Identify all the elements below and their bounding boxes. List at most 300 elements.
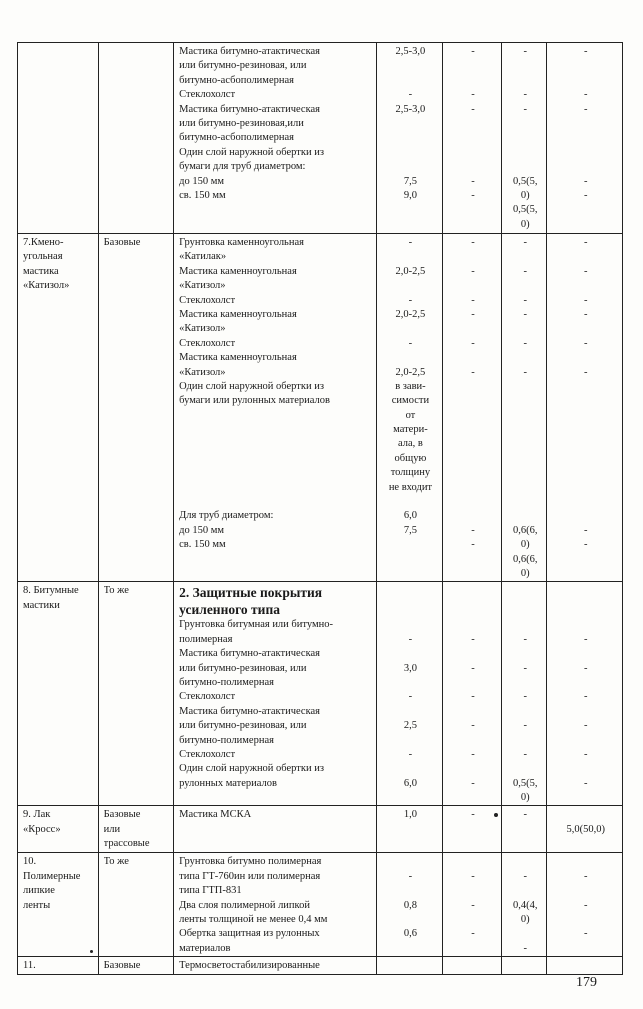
value-line [448, 203, 498, 217]
value-line [507, 160, 544, 174]
table-row [18, 853, 623, 957]
value-line: 0,5(5, [512, 777, 538, 789]
value-line: 2,0-2,5 [395, 366, 426, 378]
value-line [507, 647, 544, 661]
value-line [448, 423, 498, 437]
value-line [448, 959, 498, 973]
material-line: Стеклохолст [179, 89, 236, 101]
value-line: - [523, 103, 527, 115]
value-line [507, 380, 544, 394]
material-line [179, 409, 373, 423]
value-line: - [583, 237, 588, 248]
value-line [507, 855, 544, 869]
material-line: «Катизол» [179, 280, 226, 292]
value-line: 7,5 [403, 524, 417, 536]
value-line [382, 855, 439, 869]
value-line [552, 466, 619, 480]
value-line: - [583, 294, 588, 306]
value-line [382, 59, 439, 73]
coating-name: 11. [23, 960, 36, 972]
value-line [382, 322, 439, 336]
value-line: 6,0 [403, 510, 417, 522]
value-line [507, 452, 544, 466]
value-line: 0,5(5, [512, 175, 538, 187]
basis-text: То же [103, 585, 129, 597]
value-line [382, 553, 439, 567]
material-line [179, 481, 373, 495]
value-line [448, 409, 498, 423]
ink-speck [494, 813, 498, 817]
value-line [507, 74, 544, 88]
value-line: - [471, 870, 475, 882]
value-line: 5,0(50,0) [566, 823, 605, 835]
material-line: Один слой наружной обертки из [179, 146, 324, 158]
value-line [382, 250, 439, 264]
value-line: - [408, 691, 413, 703]
value-line [382, 913, 439, 927]
value-line: - [523, 89, 527, 101]
value-line [552, 203, 619, 217]
value-cell [501, 806, 547, 853]
value-line [552, 279, 619, 293]
materials-cell [174, 853, 377, 957]
basis-text: Базовые [103, 809, 141, 821]
value-line [448, 762, 498, 776]
value-line: - [408, 870, 413, 882]
value-line [382, 160, 439, 174]
material-line [179, 791, 373, 805]
value-line: 0) [520, 914, 530, 926]
coating-name: «Катизол» [23, 280, 70, 292]
material-line: св. 150 мм [179, 189, 226, 201]
material-line: Мастика МСКА [179, 809, 252, 821]
value-cell [443, 234, 502, 582]
value-line [448, 117, 498, 131]
materials-cell [174, 957, 377, 974]
value-line: - [583, 175, 588, 187]
value-line [552, 808, 619, 822]
value-line: - [523, 237, 527, 248]
value-line [382, 279, 439, 293]
value-line: - [583, 928, 588, 940]
value-line: 3,0 [403, 662, 417, 674]
value-line [552, 762, 619, 776]
value-cell [501, 853, 547, 957]
value-line [552, 855, 619, 869]
value-line: - [583, 366, 588, 378]
coating-name: мастика [23, 265, 59, 277]
value-line [448, 509, 498, 523]
value-line: - [471, 662, 475, 674]
thickness-cell [376, 582, 442, 806]
material-line: ленты толщиной не менее 0,4 мм [179, 914, 328, 926]
value-line [507, 618, 544, 632]
value-line [552, 942, 619, 956]
coating-name: 7.Кмено- [23, 237, 64, 248]
value-line [382, 762, 439, 776]
heading-spacer [382, 584, 439, 618]
value-line [507, 734, 544, 748]
value-line [507, 762, 544, 776]
material-line: Стеклохолст [179, 748, 236, 760]
value-line: - [583, 539, 588, 551]
value-line: - [583, 46, 588, 57]
material-line: или битумно-резиновая,или [179, 117, 304, 129]
basis-text: трассовые [103, 838, 150, 850]
heading-spacer [507, 584, 544, 618]
value-line [382, 618, 439, 632]
value-cell [547, 234, 623, 582]
thickness-cell [376, 234, 442, 582]
value-line [552, 791, 619, 805]
value-line [448, 884, 498, 898]
value-line: - [583, 524, 588, 536]
value-line [382, 959, 439, 973]
value-line [552, 452, 619, 466]
value-line [448, 74, 498, 88]
material-line: Один слой наружной обертки из [179, 763, 324, 775]
material-line: или битумно-резиновая, или [179, 662, 307, 674]
value-line [448, 322, 498, 336]
material-line [179, 423, 373, 437]
table-row [18, 582, 623, 806]
value-line [552, 218, 619, 232]
value-line: - [471, 103, 475, 115]
value-line [382, 791, 439, 805]
value-cell [547, 806, 623, 853]
value-line: ала, в [397, 438, 423, 450]
value-line [382, 676, 439, 690]
value-line [382, 351, 439, 365]
material-line: бумаги или рулонных материалов [179, 395, 330, 407]
value-line [448, 394, 498, 408]
value-line: 0,6(6, [512, 524, 538, 536]
value-line: от [405, 409, 416, 421]
value-cell [501, 582, 547, 806]
material-line [179, 218, 373, 232]
value-line: - [523, 870, 527, 882]
material-line [179, 452, 373, 466]
value-line: 0,6 [403, 928, 417, 940]
coating-name-cell [18, 957, 99, 974]
value-line [448, 131, 498, 145]
materials-cell [174, 582, 377, 806]
basis-text: То же [103, 856, 129, 868]
value-line [552, 59, 619, 73]
value-line: толщину [390, 467, 431, 479]
value-line: - [471, 524, 475, 536]
material-line: «Катизол» [179, 366, 226, 378]
value-line: - [408, 89, 413, 101]
value-line [448, 351, 498, 365]
value-line: - [523, 265, 527, 277]
value-line [552, 553, 619, 567]
value-line [552, 131, 619, 145]
value-line: - [583, 691, 588, 703]
value-line [507, 466, 544, 480]
value-line [448, 218, 498, 232]
value-line [507, 959, 544, 973]
basis-text: или [103, 823, 121, 835]
value-line [448, 676, 498, 690]
value-line: - [523, 633, 527, 645]
material-line: св. 150 мм [179, 539, 226, 551]
material-line: материалов [179, 942, 231, 954]
value-line [552, 959, 619, 973]
value-line: - [408, 337, 413, 349]
value-line: 2,5-3,0 [395, 103, 426, 115]
value-line: - [408, 294, 413, 306]
value-line [507, 676, 544, 690]
value-line: - [408, 633, 413, 645]
value-cell [547, 43, 623, 234]
value-line [552, 423, 619, 437]
coating-name-cell [18, 806, 99, 853]
value-line: - [471, 175, 475, 187]
value-line [552, 509, 619, 523]
material-line: Мастика каменноугольная [179, 308, 297, 320]
value-line [448, 481, 498, 495]
value-line: - [523, 294, 527, 306]
value-line [552, 351, 619, 365]
value-line [448, 495, 498, 509]
material-line: Стеклохолст [179, 294, 236, 306]
value-line: 0) [520, 567, 530, 579]
material-line: «Катизол» [179, 323, 226, 335]
value-line: 0,6(6, [512, 553, 538, 565]
value-line [448, 553, 498, 567]
coating-name-cell [18, 853, 99, 957]
value-line: - [583, 103, 588, 115]
value-line [382, 647, 439, 661]
value-line: - [471, 366, 475, 378]
coating-name-cell [18, 43, 99, 234]
material-line: Мастика битумно-атактическая [179, 705, 320, 717]
ink-speck [90, 950, 93, 953]
thickness-cell [376, 957, 442, 974]
section-heading: усиленного типа [179, 602, 280, 618]
material-line: Грунтовка каменноугольная [179, 237, 304, 248]
value-cell [547, 957, 623, 974]
value-line: - [471, 539, 475, 551]
value-line [382, 705, 439, 719]
material-line: Грунтовка битумная или битумно- [179, 619, 333, 631]
value-line: 0) [520, 189, 530, 201]
coating-name: Полимерные [23, 870, 81, 882]
material-line: Термосветостабилизированные [179, 960, 320, 972]
value-line: 2,5 [403, 720, 417, 732]
value-cell [547, 582, 623, 806]
value-line [552, 705, 619, 719]
value-cell [443, 853, 502, 957]
basis-text: Базовые [103, 237, 141, 248]
value-line [552, 380, 619, 394]
value-line: 0,5(5, [512, 204, 538, 216]
value-line [507, 509, 544, 523]
coating-name: липкие [23, 885, 55, 897]
value-line: симости [391, 395, 430, 407]
value-line: - [583, 89, 588, 101]
value-line: - [523, 720, 527, 732]
value-line [552, 676, 619, 690]
value-line: - [471, 720, 475, 732]
value-line [507, 131, 544, 145]
basis-cell [98, 957, 173, 974]
value-line [507, 279, 544, 293]
value-line: - [471, 46, 475, 57]
thickness-cell [376, 806, 442, 853]
value-line: - [471, 337, 475, 349]
value-line [448, 618, 498, 632]
basis-cell [98, 43, 173, 234]
value-line: - [523, 308, 527, 320]
value-line [507, 705, 544, 719]
value-line: не входит [388, 481, 433, 493]
value-cell [547, 853, 623, 957]
value-line: - [583, 337, 588, 349]
material-line [179, 466, 373, 480]
value-line: - [471, 237, 475, 248]
value-line [448, 250, 498, 264]
value-line [552, 734, 619, 748]
value-line: 0) [520, 218, 530, 230]
material-line [179, 553, 373, 567]
value-line [552, 567, 619, 581]
value-line [507, 394, 544, 408]
coating-name-cell [18, 234, 99, 582]
basis-text: Базовые [103, 960, 141, 972]
value-line: - [523, 942, 527, 954]
value-line [507, 927, 544, 941]
value-line: - [583, 870, 588, 882]
material-line: Мастика битумно-атактическая [179, 46, 320, 57]
value-line: - [471, 748, 475, 760]
value-line [507, 59, 544, 73]
value-line [448, 705, 498, 719]
value-line: - [471, 899, 475, 911]
value-line [507, 437, 544, 451]
value-line: - [408, 237, 413, 248]
value-line [507, 884, 544, 898]
material-line: Мастика битумно-атактическая [179, 103, 320, 115]
value-line [552, 884, 619, 898]
value-line [552, 146, 619, 160]
table-row [18, 957, 623, 974]
material-line [179, 567, 373, 581]
value-line: - [583, 265, 588, 277]
value-line: 7,5 [403, 175, 417, 187]
value-line [382, 884, 439, 898]
material-line: или битумно-резиновая, или [179, 60, 307, 72]
basis-cell [98, 234, 173, 582]
basis-cell [98, 582, 173, 806]
value-line: общую [394, 452, 427, 464]
value-line [382, 218, 439, 232]
value-line: - [523, 46, 527, 57]
value-line: - [583, 633, 588, 645]
value-line [552, 618, 619, 632]
value-line [448, 437, 498, 451]
value-line [552, 117, 619, 131]
material-line: или битумно-резиновая, или [179, 720, 307, 732]
value-line: 0) [520, 792, 530, 804]
material-line [179, 203, 373, 217]
material-line: типа ГТ-760ин или полимерная [179, 870, 321, 882]
material-line: битумно-полимерная [179, 734, 274, 746]
coating-name: 9. Лак [23, 809, 51, 821]
heading-spacer [448, 584, 498, 618]
value-line: - [471, 294, 475, 306]
value-line [552, 437, 619, 451]
value-line: - [523, 691, 527, 703]
material-line [179, 437, 373, 451]
value-line [507, 322, 544, 336]
material-line: рулонных материалов [179, 777, 277, 789]
value-line: - [523, 809, 527, 821]
value-line [552, 394, 619, 408]
value-line [552, 74, 619, 88]
table-row [18, 43, 623, 234]
value-line: - [471, 189, 475, 201]
value-line: - [523, 662, 527, 674]
value-line [448, 913, 498, 927]
value-line: матери- [393, 424, 428, 436]
value-line [448, 791, 498, 805]
coating-name: ленты [23, 899, 51, 911]
value-line [382, 74, 439, 88]
value-line [448, 855, 498, 869]
value-line: - [523, 337, 527, 349]
material-line: бумаги для труб диаметром: [179, 161, 306, 173]
value-line: - [471, 308, 475, 320]
material-line: Обертка защитная из рулонных [179, 928, 320, 940]
value-line: - [583, 720, 588, 732]
material-line: Для труб диаметром: [179, 510, 274, 522]
materials-cell [174, 43, 377, 234]
material-line: битумно-асбополимерная [179, 132, 294, 144]
table-row [18, 806, 623, 853]
value-line [382, 146, 439, 160]
value-line [507, 481, 544, 495]
value-cell [443, 43, 502, 234]
value-line: - [583, 308, 588, 320]
value-line: - [471, 809, 475, 821]
coating-name-cell [18, 582, 99, 806]
value-line [382, 942, 439, 956]
value-line: - [408, 748, 413, 760]
value-line [448, 380, 498, 394]
material-line [179, 495, 373, 509]
value-line [507, 495, 544, 509]
value-line: - [583, 748, 588, 760]
value-line [382, 567, 439, 581]
value-line [507, 146, 544, 160]
material-line: «Катилак» [179, 251, 227, 263]
value-line [382, 117, 439, 131]
value-line: - [471, 928, 475, 940]
value-line: - [583, 189, 588, 201]
value-line [448, 59, 498, 73]
value-line [552, 322, 619, 336]
value-line [448, 160, 498, 174]
material-line: Стеклохолст [179, 337, 236, 349]
value-line [552, 495, 619, 509]
material-line: Один слой наружной обертки из [179, 380, 324, 392]
value-line [382, 538, 439, 552]
material-line: Два слоя полимерной липкой [179, 899, 310, 911]
value-line: - [471, 265, 475, 277]
material-line: до 150 мм [179, 175, 225, 187]
